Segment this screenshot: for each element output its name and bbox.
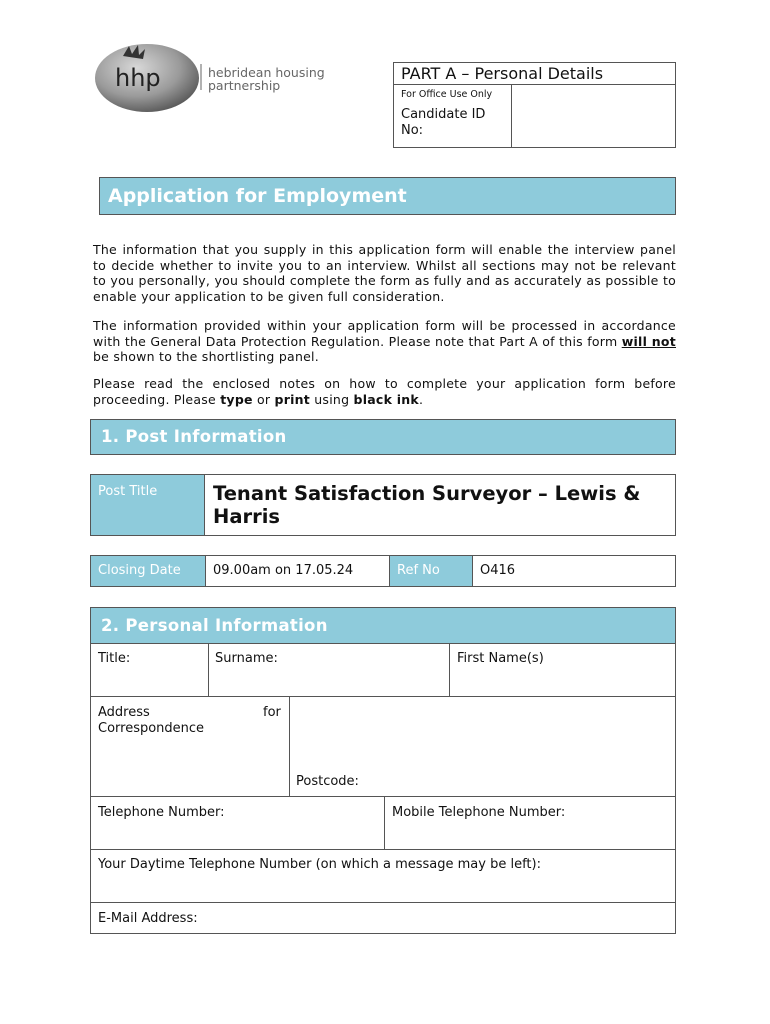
intro-paragraph-3 <box>93 376 676 407</box>
post-title-label: Post Title <box>91 475 205 535</box>
address-label-correspondence: Correspondence <box>98 721 205 736</box>
intro-3-or: or <box>252 391 275 407</box>
office-use-label: For Office Use Only <box>401 89 493 100</box>
telephone-label: Telephone Number: <box>98 805 225 820</box>
candidate-id-field[interactable] <box>513 85 675 147</box>
logo-letters: hhp <box>115 64 161 92</box>
intro-3-type: type <box>220 391 253 407</box>
ref-no-label: Ref No <box>390 556 473 586</box>
telephone-field[interactable] <box>91 797 384 849</box>
title-label: Title: <box>98 651 131 666</box>
closing-date-value: 09.00am on 17.05.24 <box>206 556 390 586</box>
mobile-field[interactable] <box>385 797 675 849</box>
intro-2-emphasis: will not <box>621 333 676 349</box>
logo-name-line2: partnership <box>208 78 281 93</box>
hhp-logo <box>95 38 325 118</box>
address-label-address: Address <box>98 705 150 720</box>
post-title-value: Tenant Satisfaction Surveyor – Lewis & Harris <box>213 482 641 528</box>
title-field[interactable] <box>91 644 208 696</box>
candidate-id-label-line1: Candidate ID <box>401 107 486 122</box>
section-post-information-header <box>90 419 676 455</box>
page-title-banner <box>99 177 676 215</box>
email-label: E-Mail Address: <box>98 911 198 926</box>
closing-date-label: Closing Date <box>91 556 206 586</box>
logo-name-line1: hebridean housing <box>208 65 325 80</box>
post-title-row <box>90 474 676 536</box>
first-name-label: First Name(s) <box>457 651 544 666</box>
candidate-id-label-line2: No: <box>401 123 424 138</box>
first-name-field[interactable] <box>450 644 675 696</box>
office-use-cell <box>394 84 512 147</box>
intro-3-pre: Please read the enclosed notes on how to complete your application form before proceeding. Please <box>93 376 676 407</box>
part-a-box <box>393 62 676 148</box>
daytime-telephone-field[interactable] <box>91 850 675 902</box>
intro-3-black-ink: black ink <box>353 391 419 407</box>
postcode-label: Postcode: <box>296 774 359 789</box>
intro-paragraph-1 <box>93 242 676 304</box>
surname-field[interactable] <box>209 644 449 696</box>
intro-text-3 <box>93 376 676 407</box>
daytime-telephone-label: Your Daytime Telephone Number (on which a message may be left): <box>98 857 541 872</box>
section-1-title: 1. Post Information <box>101 427 287 446</box>
intro-text-1: The information that you supply in this application form will enable the interview panel to decide whether to invite you to an interview. Whilst all sections may not be relevant to you personally, you should complete the form as fully and as accurately as possible to enable your application to be given full consideration. <box>93 242 676 304</box>
ref-no-value: O416 <box>480 563 516 578</box>
intro-3-print: print <box>274 391 311 407</box>
intro-paragraph-2 <box>93 318 676 365</box>
mobile-label: Mobile Telephone Number: <box>392 805 566 820</box>
intro-3-end: . <box>419 391 424 407</box>
closing-date-row <box>90 555 676 587</box>
intro-3-using: using <box>310 391 354 407</box>
address-label-for: for <box>263 705 281 720</box>
intro-text-2 <box>93 318 676 365</box>
email-field[interactable] <box>91 903 675 933</box>
section-2-title: 2. Personal Information <box>101 616 328 635</box>
page-title: Application for Employment <box>108 185 407 207</box>
personal-information-table <box>90 607 676 934</box>
surname-label: Surname: <box>215 651 278 666</box>
intro-2-pre: The information provided within your application form will be processed in accordance with the General Data Protection Regulation. Please note that Part A of this form <box>93 318 676 349</box>
section-personal-information-header <box>91 608 675 644</box>
intro-2-post: be shown to the shortlisting panel. <box>93 349 319 364</box>
part-a-title: PART A – Personal Details <box>394 63 675 85</box>
